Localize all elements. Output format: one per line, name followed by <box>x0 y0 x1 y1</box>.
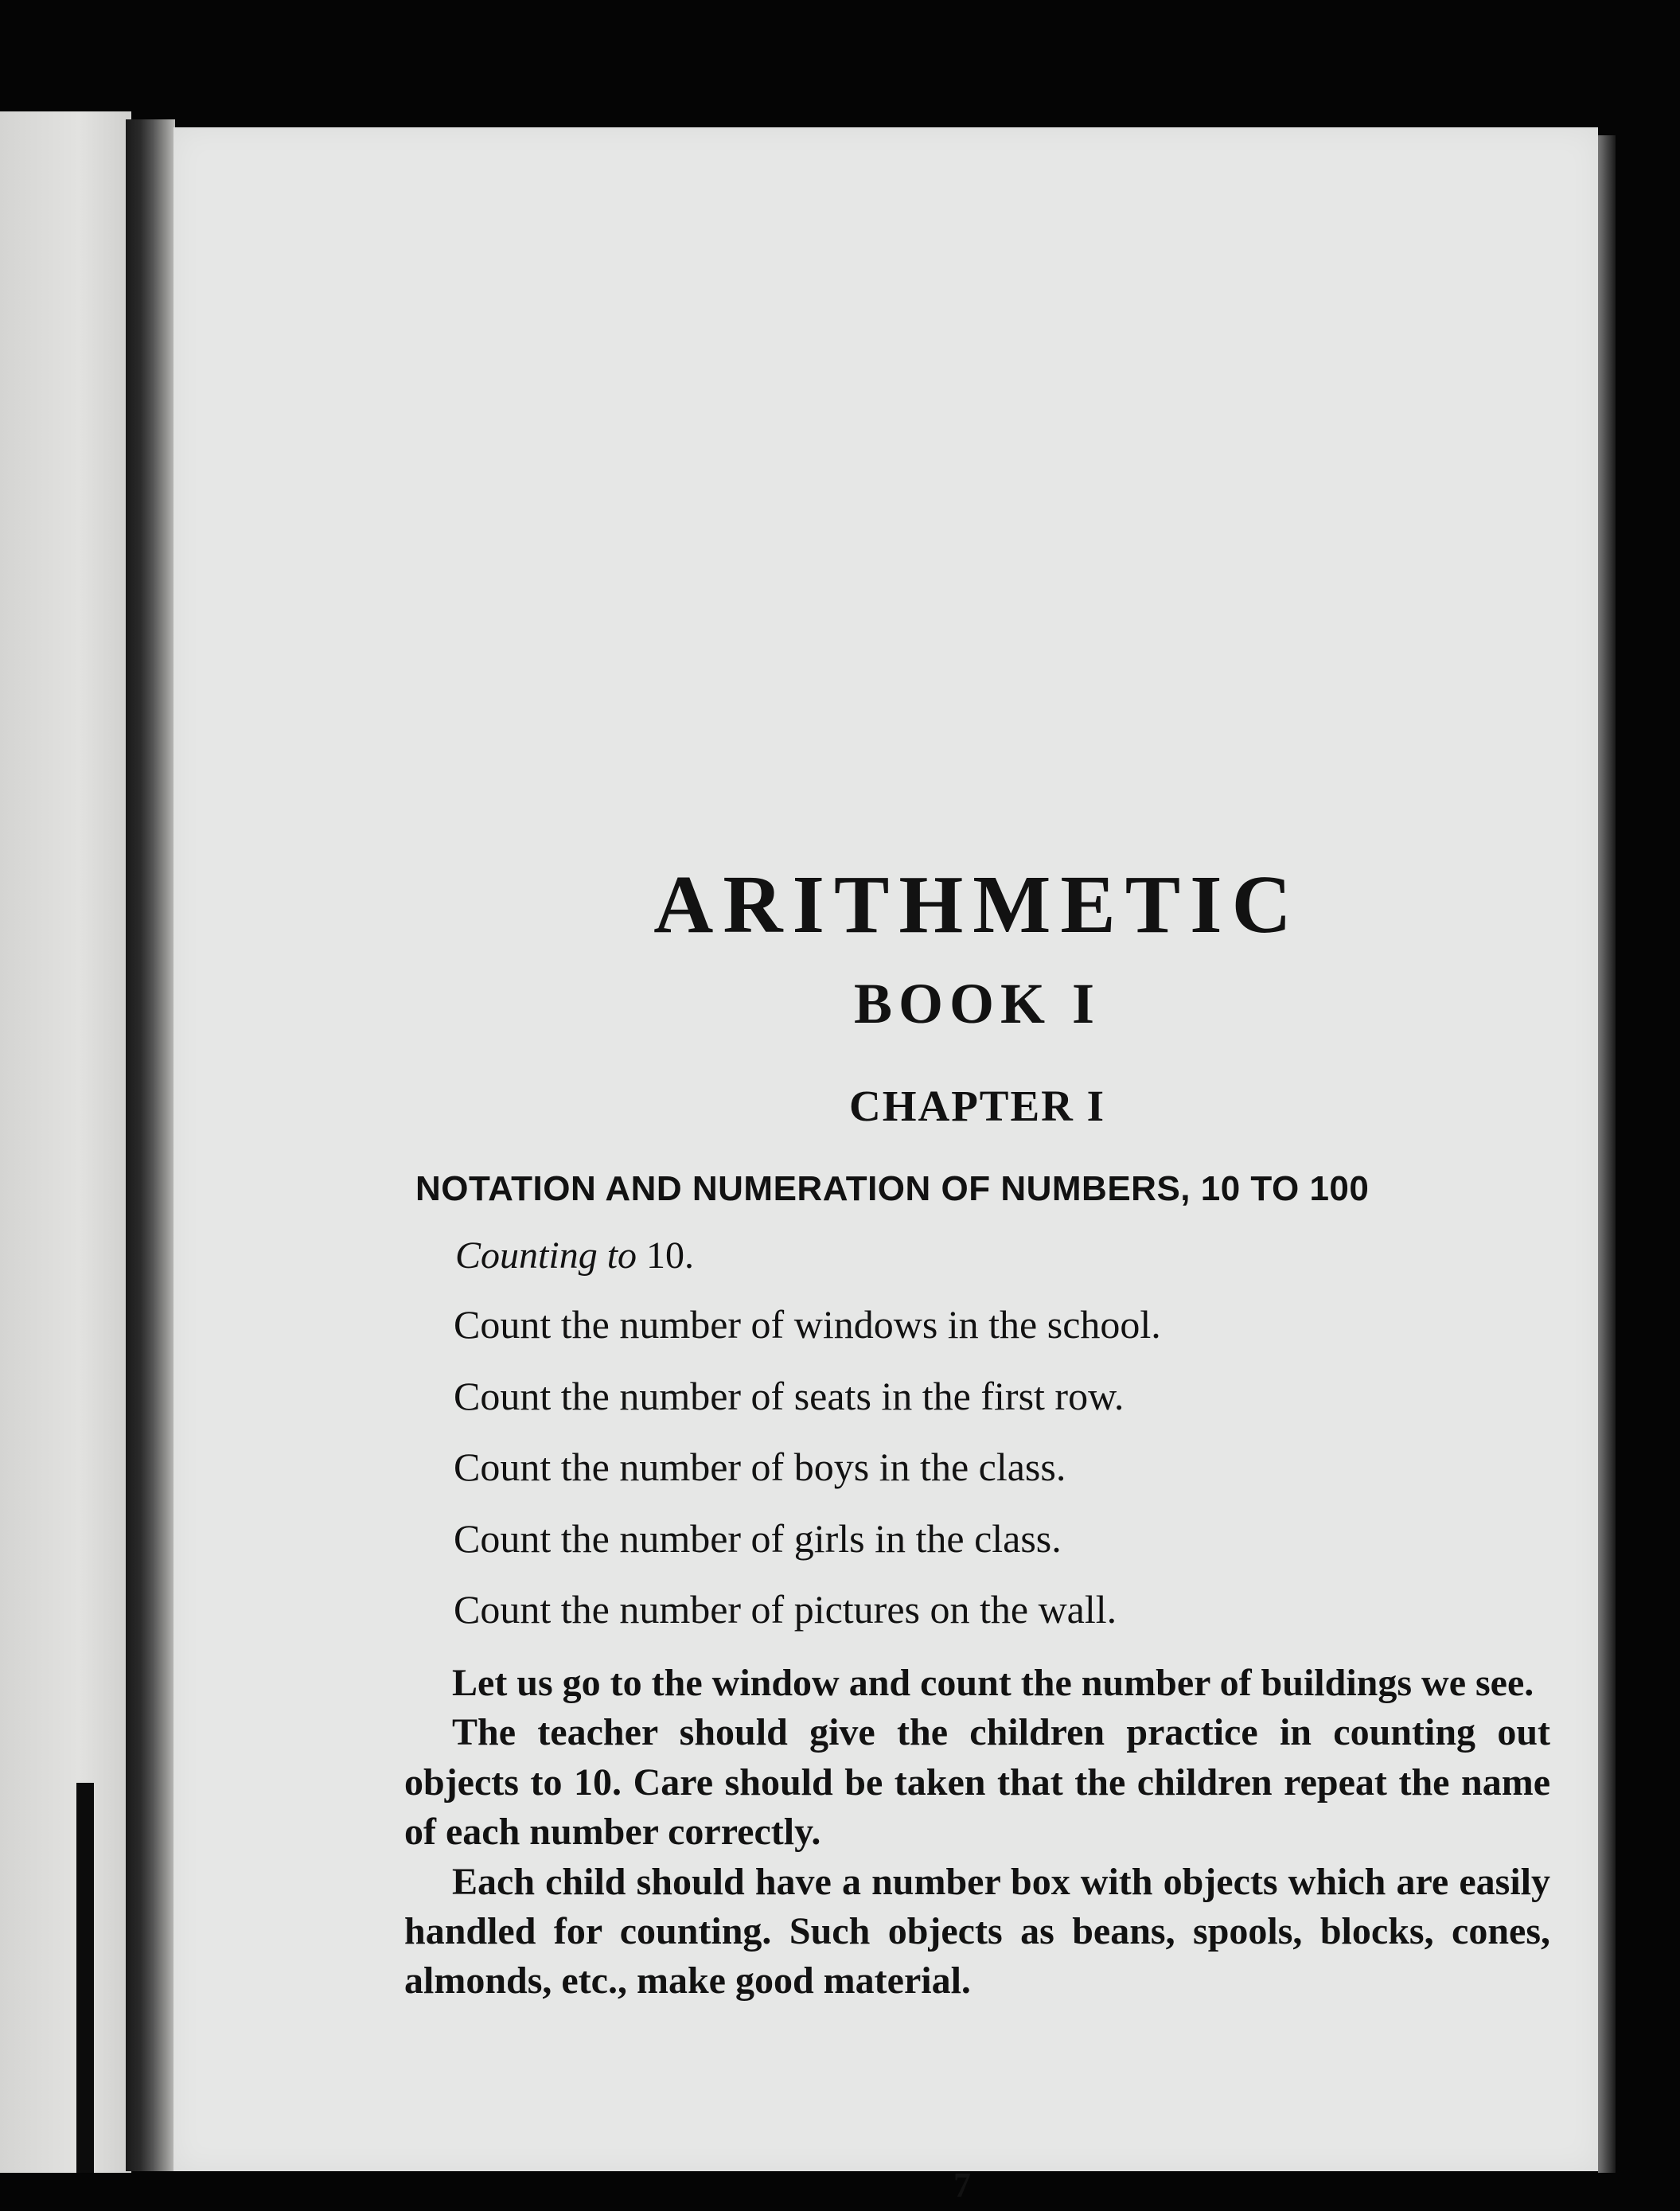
exercise-item: Count the number of boys in the class. <box>454 1445 1066 1490</box>
paragraph: Each child should have a number box with objects which are easily handled for counting. Such objects as beans, spools, blocks, cones, almonds, etc., make good material. <box>404 1860 1550 2002</box>
subheading-number: 10. <box>646 1234 695 1277</box>
exercise-list <box>404 1302 1550 1633</box>
page-right-edge-shadow <box>1598 135 1616 2173</box>
exercise-item: Count the number of windows in the school. <box>454 1302 1161 1347</box>
page-content <box>404 860 1550 2006</box>
exercise-item: Count the number of girls in the class. <box>454 1515 1062 1561</box>
paragraph: Let us go to the window and count the number of buildings we see. <box>452 1661 1534 1704</box>
chapter-heading: CHAPTER I <box>848 1081 1106 1130</box>
subheading <box>455 1233 1550 1279</box>
gutter-binding-strip <box>76 1783 94 2173</box>
book-page <box>173 127 1598 2205</box>
paragraph: The teacher should give the children practice in counting out objects to 10. Care should be taken that the children repeat the name of each number correctly. <box>404 1711 1550 1854</box>
book-gutter-shadow <box>126 119 175 2171</box>
exercise-item: Count the number of pictures on the wall. <box>454 1587 1117 1632</box>
exercise-item: Count the number of seats in the first row. <box>454 1373 1125 1418</box>
section-heading: NOTATION AND NUMERATION OF NUMBERS, 10 TO 100 <box>415 1169 1370 1209</box>
book-volume: BOOK I <box>853 972 1101 1036</box>
book-title: ARITHMETIC <box>653 859 1301 950</box>
page-number: 7 <box>953 2166 971 2205</box>
subheading-italic: Counting to <box>455 1234 637 1277</box>
previous-page-edge <box>0 111 131 2173</box>
